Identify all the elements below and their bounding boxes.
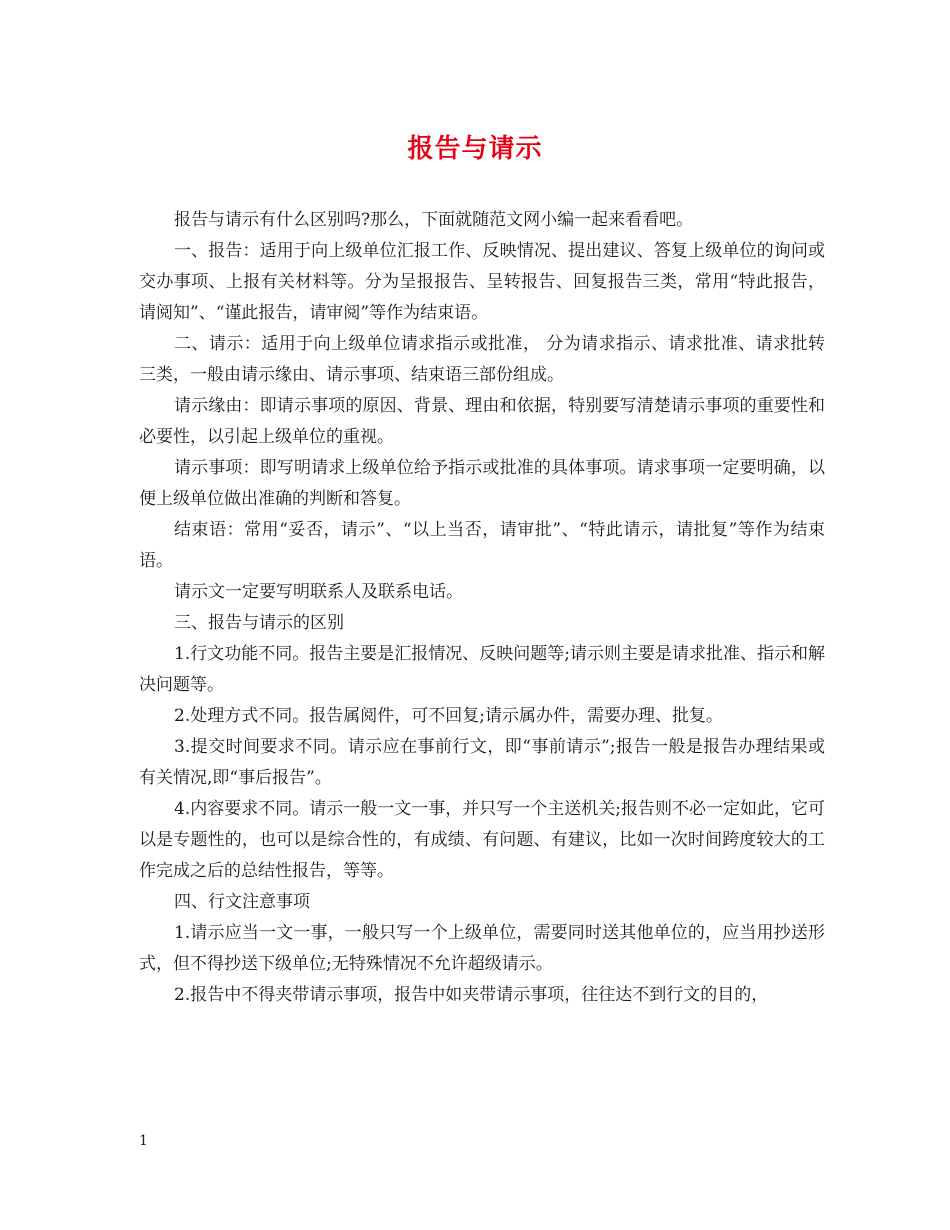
paragraph-difference-2: 2.处理方式不同。报告属阅件，可不回复;请示属办件，需要办理、批复。 <box>174 706 723 726</box>
document-body <box>139 205 825 1011</box>
paragraph-note-2: 2.报告中不得夹带请示事项，报告中如夹带请示事项，往往达不到行文的目的， <box>174 985 769 1005</box>
page-number: 1 <box>139 1133 148 1149</box>
paragraph-note-1: 1.请示应当一文一事，一般只写一个上级单位，需要同时送其他单位的，应当用抄送形式，但不得抄送下级单位;无特殊情况不允许超级请示。 <box>139 923 825 974</box>
section-heading-notes: 四、行文注意事项 <box>174 892 310 912</box>
paragraph-request-reason: 请示缘由：即请示事项的原因、背景、理由和依据，特别要写清楚请示事项的重要性和必要性，以引起上级单位的重视。 <box>139 396 825 447</box>
paragraph-intro: 报告与请示有什么区别吗?那么，下面就随范文网小编一起来看看吧。 <box>174 210 694 230</box>
paragraph-closing-phrase: 结束语：常用“妥否，请示”、“以上当否，请审批”、“特此请示，请批复”等作为结束语。 <box>139 520 825 571</box>
paragraph-difference-1: 1.行文功能不同。报告主要是汇报情况、反映问题等;请示则主要是请求批准、指示和解决问题等。 <box>139 644 825 695</box>
paragraph-contact-note: 请示文一定要写明联系人及联系电话。 <box>174 582 463 602</box>
section-heading-differences: 三、报告与请示的区别 <box>174 613 344 633</box>
document-title: 报告与请示 <box>407 134 543 164</box>
paragraph-difference-3: 3.提交时间要求不同。请示应在事前行文，即“事前请示”;报告一般是报告办理结果或有关情况,即“事后报告”。 <box>139 737 825 788</box>
paragraph-difference-4: 4.内容要求不同。请示一般一文一事，并只写一个主送机关;报告则不必一定如此，它可以是专题性的，也可以是综合性的，有成绩、有问题、有建议，比如一次时间跨度较大的工作完成之后的总结性报告，等等。 <box>139 799 825 881</box>
paragraph-request-matters: 请示事项：即写明请求上级单位给予指示或批准的具体事项。请求事项一定要明确，以便上级单位做出准确的判断和答复。 <box>139 458 825 509</box>
paragraph-request-definition: 二、请示：适用于向上级单位请求指示或批准， 分为请求指示、请求批准、请求批转三类，一般由请示缘由、请示事项、结束语三部份组成。 <box>139 334 825 385</box>
paragraph-report-definition: 一、报告：适用于向上级单位汇报工作、反映情况、提出建议、答复上级单位的询问或交办事项、上报有关材料等。分为呈报报告、呈转报告、回复报告三类，常用“特此报告，请阅知”、“谨此报告，请审阅”等作为结束语。 <box>139 241 825 323</box>
